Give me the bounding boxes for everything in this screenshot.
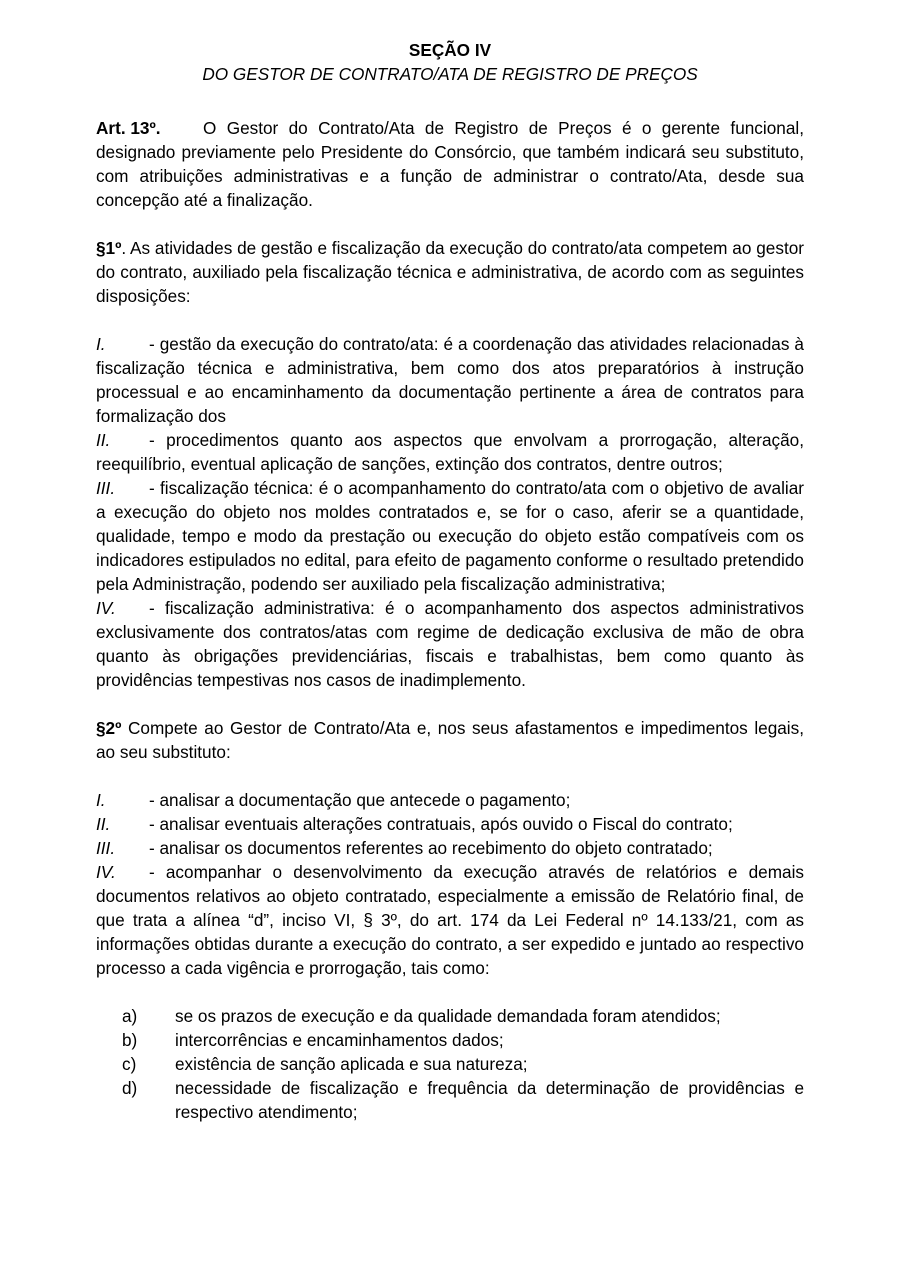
subitem-text: existência de sanção aplicada e sua natureza;: [175, 1054, 528, 1074]
paragraph-2-item: [96, 788, 804, 812]
item-number: III.: [96, 838, 116, 858]
paragraph-1-item: [96, 596, 804, 692]
document-page: [96, 38, 804, 1124]
item-number: IV.: [96, 598, 116, 618]
subitem-text: se os prazos de execução e da qualidade demandada foram atendidos;: [175, 1006, 721, 1026]
subitem-list: [96, 1004, 804, 1124]
subitem-letter: a): [122, 1006, 138, 1026]
article-label: Art. 13º.: [96, 118, 161, 138]
subitem-text: intercorrências e encaminhamentos dados;: [175, 1030, 504, 1050]
item-text: - acompanhar o desenvolvimento da execução através de relatórios e demais documentos relativos ao objeto contratado, especialmente a emissão de Relatório final, de que trata a alínea “d”, inciso VI, § 3º, do art. 174 da Lei Federal nº 14.133/21, com as informações obtidas durante a execução do contrato, a ser expedido e juntado ao respectivo processo a cada vigência e prorrogação, tais como:: [96, 862, 804, 978]
paragraph-2-label: §2º: [96, 718, 122, 738]
item-number: III.: [96, 478, 116, 498]
paragraph-2-item: [96, 860, 804, 980]
item-text: - gestão da execução do contrato/ata: é a coordenação das atividades relacionadas à fiscalização técnica e administrativa, bem como dos atos preparatórios à instrução processual e ao encaminhamento da documentação pertinente a área de contratos para formalização dos: [96, 334, 804, 426]
item-text: - fiscalização técnica: é o acompanhamento do contrato/ata com o objetivo de avaliar a execução do objeto nos moldes contratados e, se for o caso, aferir se a quantidade, qualidade, tempo e modo da prestação ou execução do objeto estão compatíveis com os indicadores estipulados no edital, para efeito de pagamento conforme o resultado pretendido pela Administração, podendo ser auxiliado pela fiscalização administrativa;: [96, 478, 804, 594]
item-number: IV.: [96, 862, 116, 882]
section-subtitle: DO GESTOR DE CONTRATO/ATA DE REGISTRO DE PREÇOS: [202, 64, 698, 84]
subitem: [96, 1076, 804, 1124]
paragraph-2-text: Compete ao Gestor de Contrato/Ata e, nos seus afastamentos e impedimentos legais, ao seu substituto:: [96, 718, 804, 762]
item-text: - analisar os documentos referentes ao recebimento do objeto contratado;: [149, 838, 713, 858]
paragraph-2-item: [96, 812, 804, 836]
item-number: I.: [96, 790, 106, 810]
paragraph-1-label: §1º: [96, 238, 122, 258]
item-text: - procedimentos quanto aos aspectos que envolvam a prorrogação, alteração, reequilíbrio, eventual aplicação de sanções, extinção dos contratos, dentre outros;: [96, 430, 804, 474]
subitem: [96, 1028, 804, 1052]
subitem-letter: b): [122, 1030, 138, 1050]
subitem: [96, 1052, 804, 1076]
subitem-letter: c): [122, 1054, 137, 1074]
paragraph-2: [96, 716, 804, 764]
subitem: [96, 1004, 804, 1028]
paragraph-1-text: . As atividades de gestão e fiscalização da execução do contrato/ata competem ao gestor do contrato, auxiliado pela fiscalização técnica e administrativa, de acordo com as seguintes disposições:: [96, 238, 804, 306]
paragraph-2-item: [96, 836, 804, 860]
paragraph-1: [96, 236, 804, 308]
item-text: - fiscalização administrativa: é o acompanhamento dos aspectos administrativos exclusivamente dos contratos/atas com regime de dedicação exclusiva de mão de obra quanto às obrigações previdenciárias, fiscais e trabalhistas, bem como quanto às providências tempestivas nos casos de inadimplemento.: [96, 598, 804, 690]
subitem-letter: d): [122, 1078, 138, 1098]
paragraph-1-item: [96, 428, 804, 476]
item-number: II.: [96, 430, 111, 450]
paragraph-1-item: [96, 476, 804, 596]
paragraph-1-item: [96, 332, 804, 428]
article-text: O Gestor do Contrato/Ata de Registro de Preços é o gerente funcional, designado previamente pelo Presidente do Consórcio, que também indicará seu substituto, com atribuições administrativas e a função de administrar o contrato/Ata, desde sua concepção até a finalização.: [96, 118, 804, 210]
item-text: - analisar a documentação que antecede o pagamento;: [149, 790, 571, 810]
subitem-text: necessidade de fiscalização e frequência da determinação de providências e respectivo atendimento;: [175, 1078, 804, 1122]
item-number: I.: [96, 334, 106, 354]
item-number: II.: [96, 814, 111, 834]
article-13: [96, 116, 804, 212]
item-text: - analisar eventuais alterações contratuais, após ouvido o Fiscal do contrato;: [149, 814, 733, 834]
section-title: SEÇÃO IV: [408, 40, 492, 60]
